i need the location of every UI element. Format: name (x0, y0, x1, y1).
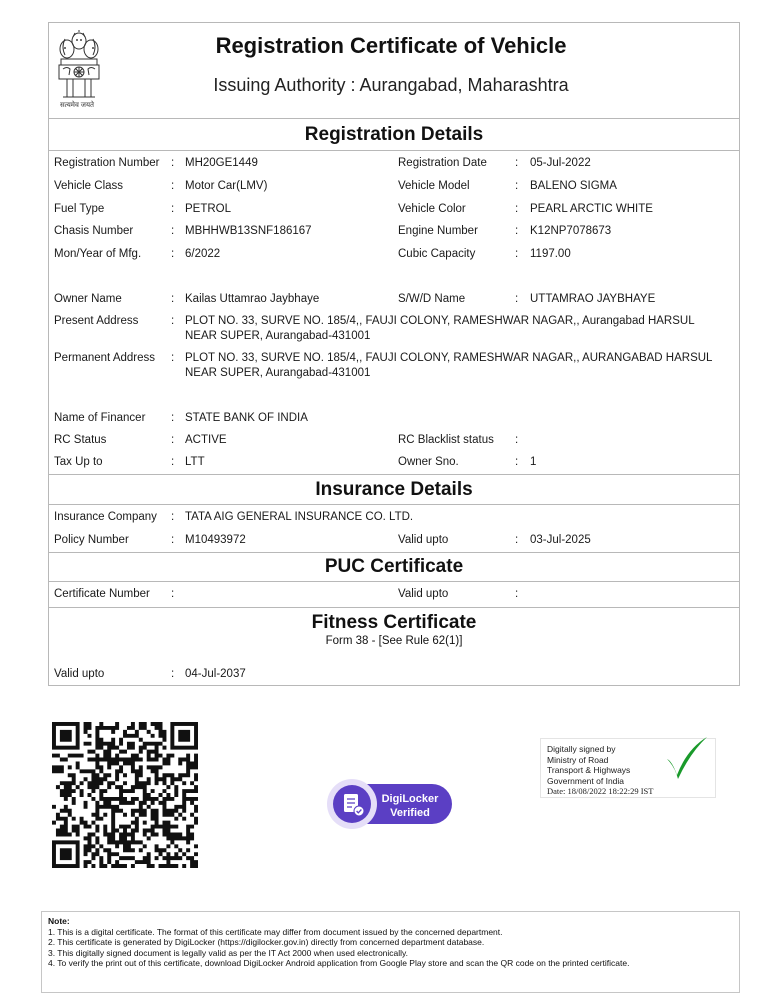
owner-sno-label: Owner Sno. (398, 456, 459, 468)
engine-number-label: Engine Number (398, 225, 478, 237)
signature-line: Government of India (547, 775, 625, 786)
tax-upto-label: Tax Up to (54, 456, 103, 468)
digital-signature-block (540, 738, 716, 798)
separator: : (171, 511, 175, 523)
mfg-label: Mon/Year of Mfg. (54, 248, 142, 260)
fitness-valid-upto-label: Valid upto (54, 668, 105, 680)
separator: : (171, 293, 175, 305)
separator: : (171, 434, 175, 446)
separator: : (171, 248, 175, 260)
badge-line-2: Verified (390, 807, 430, 819)
fitness-form-reference: Form 38 - [See Rule 62(1)] (325, 635, 463, 647)
separator: : (515, 248, 519, 260)
note-line: 2. This certificate is generated by DigiLocker (https://digilocker.gov.in) directly from concerned department database. (48, 937, 485, 947)
separator: : (515, 180, 519, 192)
insurance-details-heading: Insurance Details (315, 479, 473, 500)
divider (49, 150, 739, 151)
note-line: 1. This is a digital certificate. The format of this certificate may differ from document issued by the concerned department. (48, 926, 503, 937)
emblem-motto: सत्यमेव जयते (59, 102, 95, 109)
separator: : (171, 456, 175, 468)
insurance-valid-upto-label: Valid upto (398, 534, 449, 546)
signature-line: Digitally signed by (547, 744, 616, 754)
divider (49, 607, 739, 608)
certificate-card (48, 22, 740, 686)
insurance-company-label: Insurance Company (54, 511, 157, 523)
separator: : (515, 434, 519, 446)
chasis-number-value: MBHHWB13SNF186167 (185, 225, 312, 237)
divider (49, 552, 739, 553)
fitness-valid-upto-value: 04-Jul-2037 (185, 668, 246, 680)
vehicle-model-value: BALENO SIGMA (530, 180, 617, 192)
digilocker-verified-badge (326, 778, 454, 830)
cubic-capacity-label: Cubic Capacity (398, 248, 476, 260)
separator: : (515, 456, 519, 468)
registration-number-label: Registration Number (54, 157, 160, 169)
vehicle-color-label: Vehicle Color (398, 203, 466, 215)
check-mark-icon (663, 735, 711, 781)
permanent-address-value: PLOT NO. 33, SURVE NO. 185/4,, FAUJI COLONY, RAMESHWAR NAGAR,, AURANGABAD HARSUL NEAR SUPER, Aurangabad-431001 (185, 352, 713, 379)
owner-name-value: Kailas Uttamrao Jaybhaye (185, 293, 320, 305)
separator: : (171, 352, 175, 364)
policy-number-label: Policy Number (54, 534, 129, 546)
separator: : (171, 157, 175, 169)
separator: : (171, 203, 175, 215)
separator: : (171, 180, 175, 192)
separator: : (515, 534, 519, 546)
owner-sno-value: 1 (530, 456, 537, 468)
note-line: 3. This digitally signed document is legally valid as per the IT Act 2000 when used electronically. (48, 947, 409, 958)
note-line: 4. To verify the print out of this certificate, download DigiLocker Android application from Google Play store and scan the QR code on the printed certificate. (48, 958, 630, 968)
permanent-address-label: Permanent Address (54, 352, 156, 364)
signature-line: Transport & Highways (547, 765, 631, 775)
fitness-certificate-heading: Fitness Certificate (311, 612, 477, 633)
vehicle-class-value: Motor Car(LMV) (185, 180, 268, 192)
badge-line-1: DigiLocker (381, 793, 439, 805)
cubic-capacity-value: 1197.00 (530, 248, 571, 260)
separator: : (171, 534, 175, 546)
signature-date: Date: 18/08/2022 18:22:29 IST (547, 786, 654, 796)
financer-value: STATE BANK OF INDIA (185, 412, 308, 424)
issuing-authority: Issuing Authority : Aurangabad, Maharashtra (213, 75, 569, 95)
separator: : (171, 315, 175, 327)
swd-name-value: UTTAMRAO JAYBHAYE (530, 293, 656, 305)
note-box (41, 911, 740, 993)
vehicle-model-label: Vehicle Model (398, 180, 470, 192)
qr-code (52, 722, 198, 868)
fuel-type-label: Fuel Type (54, 203, 105, 215)
rc-status-label: RC Status (54, 434, 107, 446)
separator: : (171, 588, 175, 600)
registration-number-value: MH20GE1449 (185, 157, 258, 169)
separator: : (515, 225, 519, 237)
present-address-label: Present Address (54, 315, 139, 327)
present-address-value: PLOT NO. 33, SURVE NO. 185/4,, FAUJI COLONY, RAMESHWAR NAGAR,, Aurangabad HARSUL NEAR SUPER, Aurangabad-431001 (185, 315, 695, 342)
note-title: Note: (48, 916, 70, 926)
separator: : (515, 293, 519, 305)
registration-details-heading: Registration Details (304, 124, 484, 145)
mfg-value: 6/2022 (185, 248, 221, 260)
policy-number-value: M10493972 (185, 534, 246, 546)
separator: : (171, 225, 175, 237)
fuel-type-value: PETROL (185, 203, 232, 215)
puc-certificate-heading: PUC Certificate (324, 556, 464, 577)
separator: : (515, 157, 519, 169)
signature-line: Ministry of Road (547, 754, 609, 765)
separator: : (515, 588, 519, 600)
vehicle-class-label: Vehicle Class (54, 180, 124, 192)
certificate-title: Registration Certificate of Vehicle (215, 33, 567, 58)
separator: : (171, 668, 175, 680)
certificate-header (49, 23, 739, 119)
rc-blacklist-label: RC Blacklist status (398, 434, 494, 446)
divider (49, 581, 739, 582)
insurance-company-value: TATA AIG GENERAL INSURANCE CO. LTD. (185, 511, 414, 523)
tax-upto-value: LTT (185, 456, 205, 468)
engine-number-value: K12NP7078673 (530, 225, 612, 237)
divider (49, 504, 739, 505)
rc-status-value: ACTIVE (185, 434, 227, 446)
registration-date-value: 05-Jul-2022 (530, 157, 591, 169)
puc-valid-upto-label: Valid upto (398, 588, 449, 600)
swd-name-label: S/W/D Name (398, 293, 466, 305)
divider (49, 474, 739, 475)
financer-label: Name of Financer (54, 412, 146, 424)
chasis-number-label: Chasis Number (54, 225, 134, 237)
national-emblem-icon (55, 29, 103, 111)
registration-date-label: Registration Date (398, 157, 487, 169)
insurance-valid-upto-value: 03-Jul-2025 (530, 534, 591, 546)
signature-text (547, 744, 653, 797)
separator: : (515, 203, 519, 215)
puc-certificate-number-label: Certificate Number (54, 588, 150, 600)
separator: : (171, 412, 175, 424)
owner-name-label: Owner Name (54, 293, 122, 305)
vehicle-color-value: PEARL ARCTIC WHITE (530, 203, 653, 215)
